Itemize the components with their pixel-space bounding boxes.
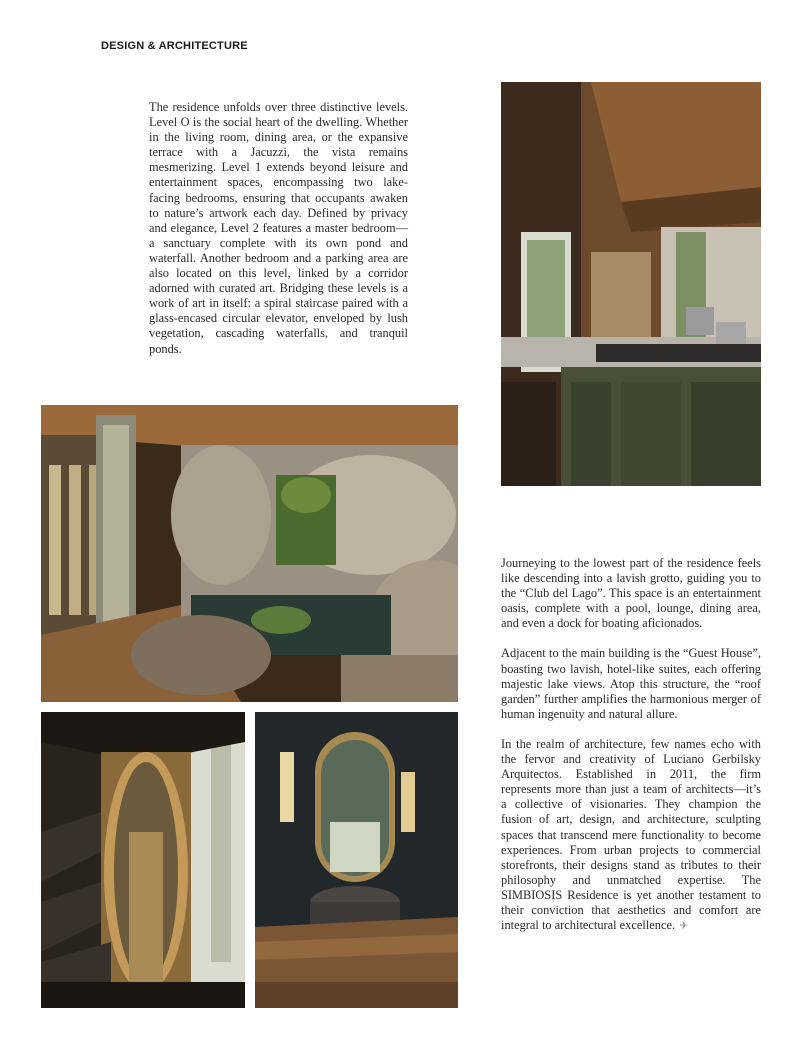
paragraph-architects [501, 737, 761, 934]
photo-staircase-elevator [41, 712, 245, 1008]
paragraph-levels: The residence unfolds over three distinctive levels. Level O is the social heart of the dwelling. Whether in the living room, dining area, or the expansive terrace with a Jacuzzi, the vista remains mesmerizing. Level 1 extends beyond leisure and entertainment spaces, encompassing two lake-facing bedrooms, ensuring that occupants awaken to nature’s artwork each day. Defined by privacy and elegance, Level 2 features a master bedroom—a sanctuary complete with its own pond and waterfall. Another bedroom and a parking area are also located on this level, linked by a corridor adorned with curated art. Bridging these levels is a work of art in itself: a spiral staircase paired with a glass-encased circular elevator, enveloped by lush vegetation, cascading waterfalls, and tranquil ponds. [149, 100, 408, 356]
paragraph-architects-text: In the realm of architecture, few names echo with the fervor and creativity of Luciano Gerbilsky Arquitectos. Established in 2011, the firm represents more than just a team of architects—it’s a collective of visionaries. They champion the fusion of art, design, and architecture, sculpting spaces that transcend mere functionality to become experiences. From urban projects to commercial storefronts, their designs stand as tributes to their philosophy and unmatched expertise. The SIMBIOSIS Residence is yet another testament to their conviction that aesthetics and comfort are integral to architectural excellence. [501, 736, 761, 933]
section-label: DESIGN & ARCHITECTURE [101, 40, 248, 52]
article-column-left [149, 100, 408, 372]
photo-bathroom [255, 712, 458, 1008]
paragraph-guest-house: Adjacent to the main building is the “Guest House”, boasting two lavish, hotel-like suites, each offering majestic lake views. Atop this structure, the “roof garden” further amplifies the harmonious merger of human ingenuity and natural allure. [501, 646, 761, 721]
paragraph-club-del-lago: Journeying to the lowest part of the residence feels like descending into a lavish grotto, guiding you to the “Club del Lago”. This space is an entertainment oasis, complete with a pool, lounge, dining area, and even a dock for boating aficionados. [501, 556, 761, 631]
photo-grotto [41, 405, 458, 702]
article-column-right [501, 556, 761, 949]
airplane-icon: ✈ [679, 920, 689, 933]
photo-kitchen [501, 82, 761, 486]
